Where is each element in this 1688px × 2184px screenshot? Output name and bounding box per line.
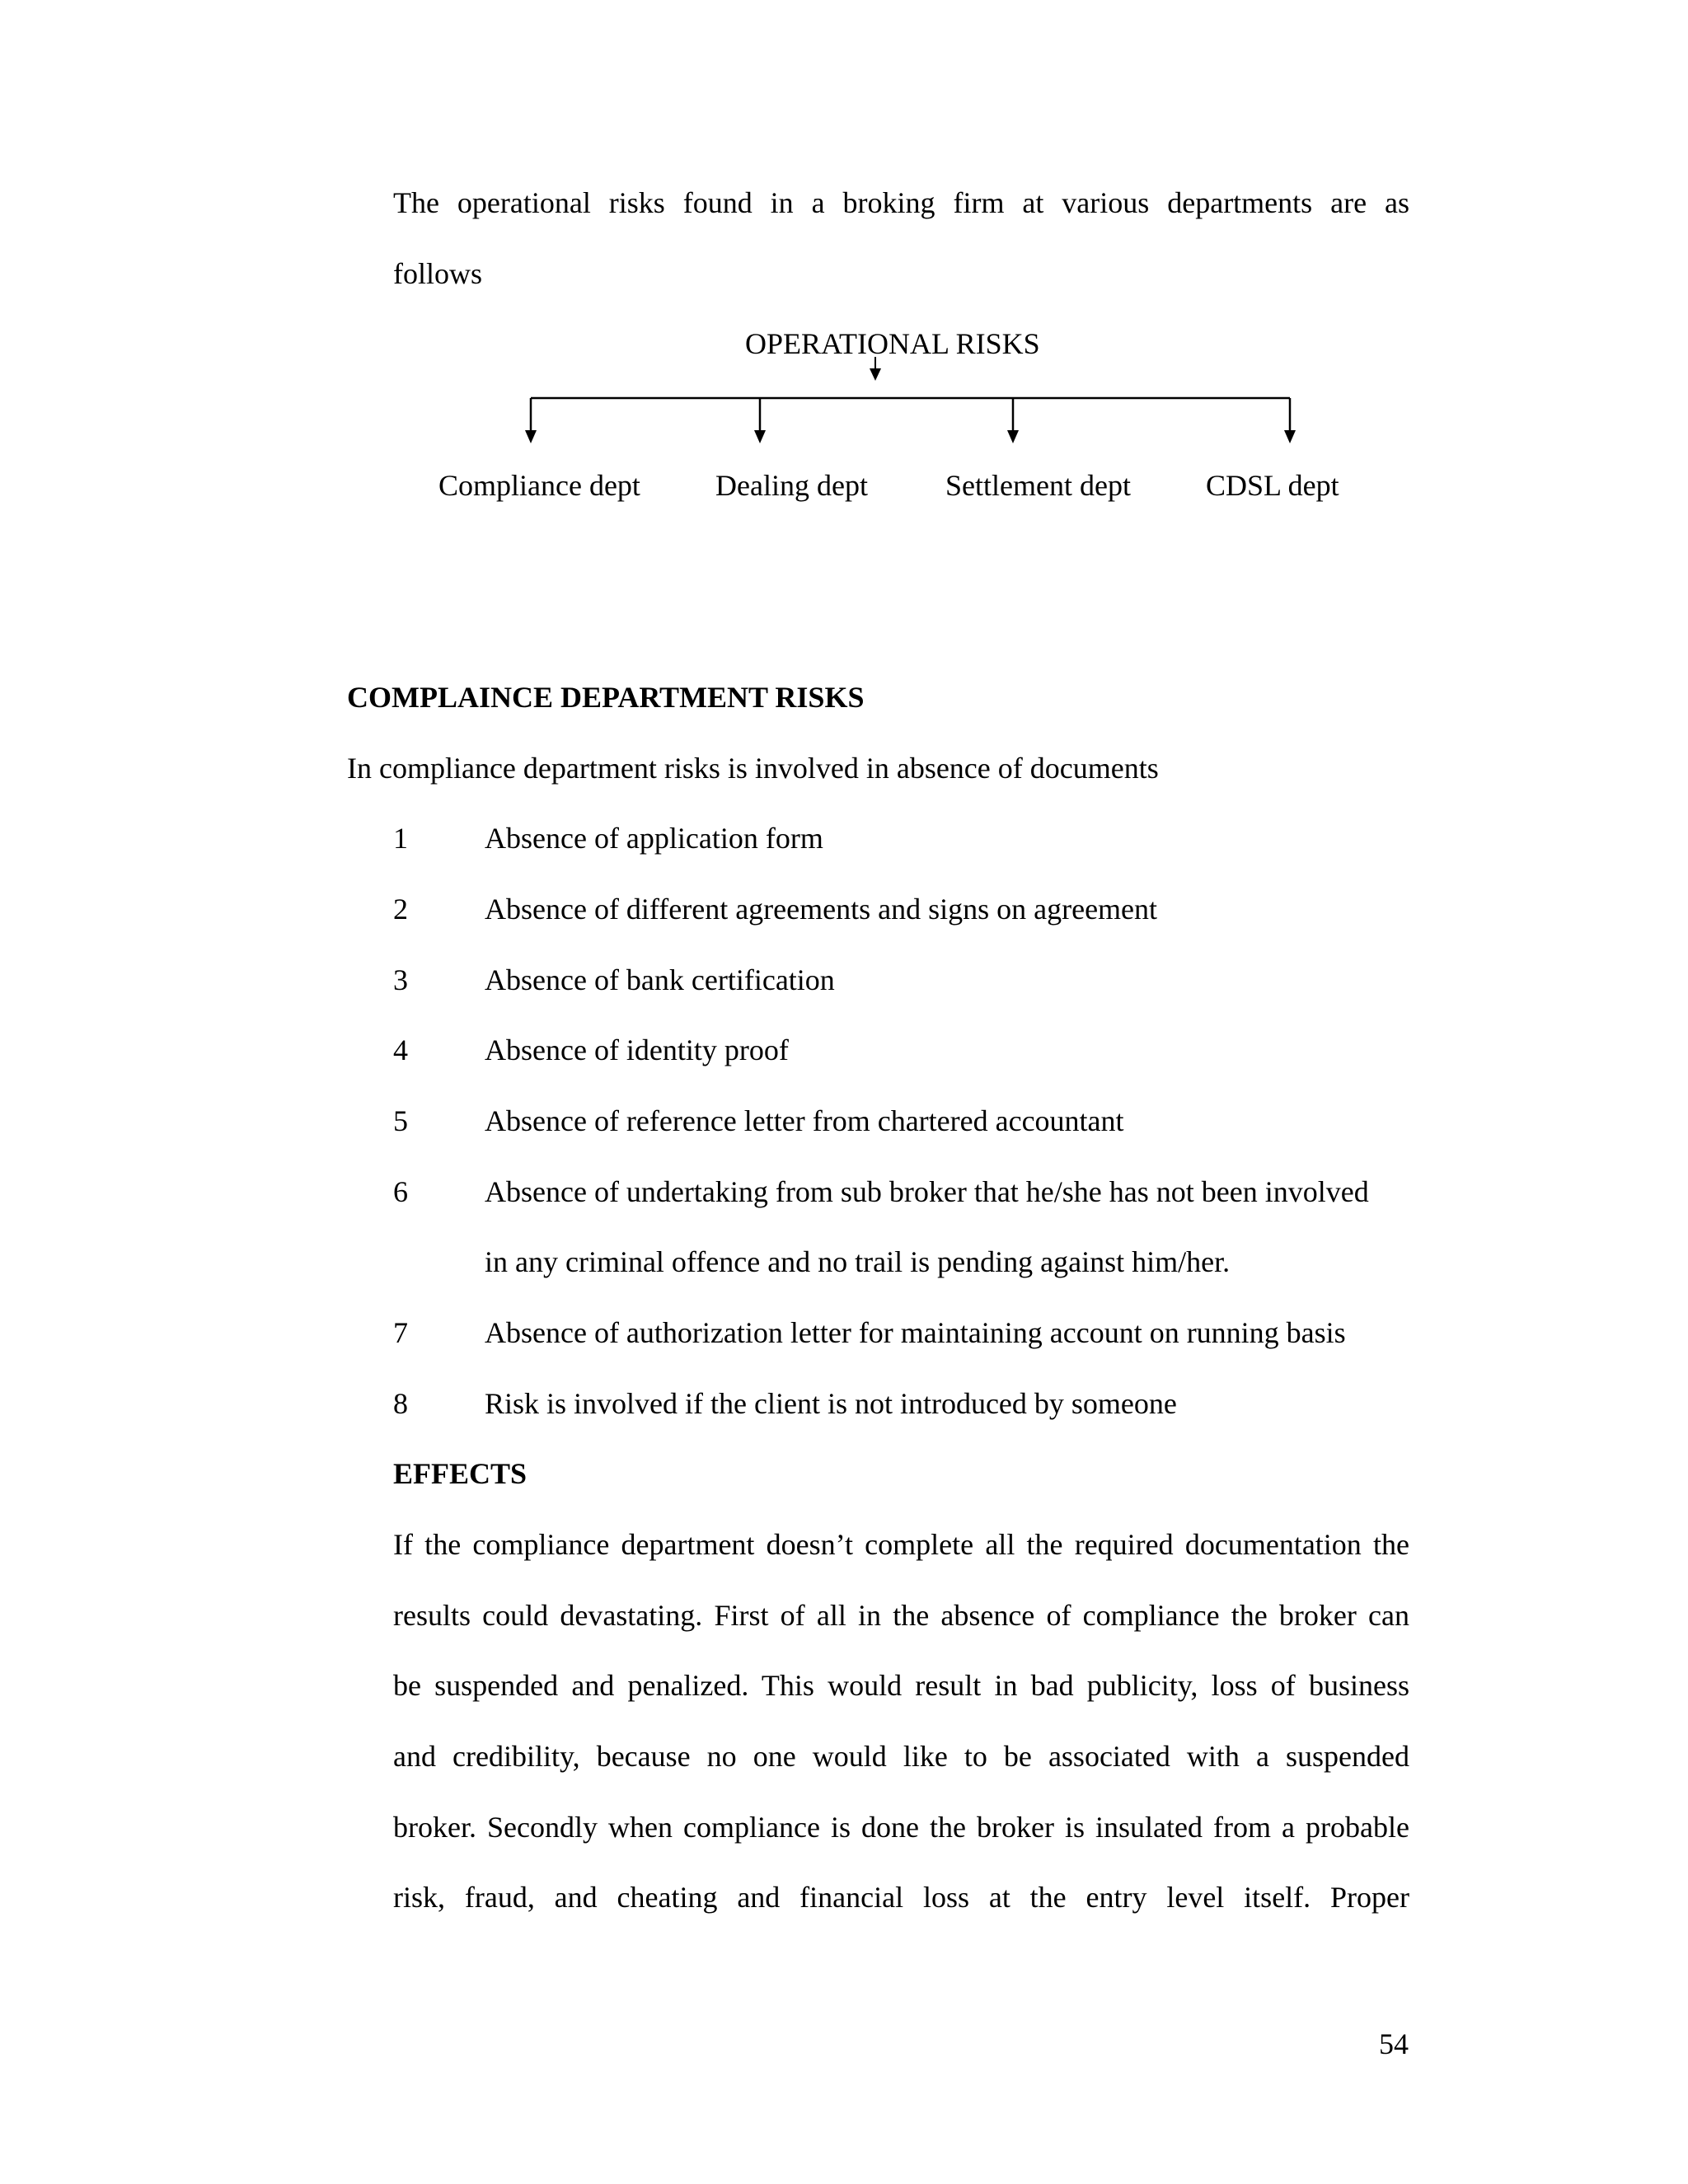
effects-heading: EFFECTS [393, 1457, 528, 1490]
list-item-number: 8 [393, 1387, 408, 1420]
list-item-text: Absence of bank certification [485, 963, 835, 996]
section-intro: In compliance department risks is involved in absence of documents [347, 752, 1159, 785]
list-item-number: 2 [393, 893, 408, 926]
arrowhead-dealing [754, 430, 766, 443]
intro-line-1: The operational risks found in a broking firm at various departments are as [393, 186, 1409, 219]
section-heading: COMPLAINCE DEPARTMENT RISKS [347, 681, 865, 714]
list-item-text: Absence of application form [485, 822, 823, 855]
intro-line-2: follows [393, 257, 482, 290]
list-item-number: 5 [393, 1104, 408, 1137]
diagram-root-label: OPERATIONAL RISKS [745, 327, 1040, 360]
arrowhead-compliance [525, 430, 537, 443]
effects-line: be suspended and penalized. This would result in bad publicity, loss of business [393, 1669, 1409, 1702]
list-item-text: Absence of authorization letter for maintaining account on running basis [485, 1316, 1346, 1349]
list-item-text: Absence of undertaking from sub broker that he/she has not been involved [485, 1175, 1369, 1208]
effects-line: broker. Secondly when compliance is done the broker is insulated from a probable [393, 1811, 1409, 1844]
list-item-text: Absence of different agreements and signs on agreement [485, 893, 1158, 926]
arrowhead-settlement [1007, 430, 1019, 443]
effects-line: If the compliance department doesn’t complete all the required documentation the [393, 1528, 1409, 1561]
diagram-child-compliance: Compliance dept [438, 469, 640, 502]
diagram-child-cdsl: CDSL dept [1206, 469, 1339, 502]
page-number: 54 [1379, 2027, 1409, 2060]
effects-line: and credibility, because no one would like to be associated with a suspended [393, 1740, 1409, 1773]
root-arrowhead [870, 368, 881, 381]
list-item-number: 3 [393, 963, 408, 996]
diagram-child-dealing: Dealing dept [715, 469, 868, 502]
list-item-number: 4 [393, 1033, 408, 1066]
list-item-text: Risk is involved if the client is not introduced by someone [485, 1387, 1177, 1420]
effects-line: results could devastating. First of all in the absence of compliance the broker can [393, 1599, 1409, 1632]
list-item-text-continued: in any criminal offence and no trail is pending against him/her. [485, 1245, 1231, 1278]
effects-line: risk, fraud, and cheating and financial loss at the entry level itself. Proper [393, 1881, 1409, 1914]
list-item-text: Absence of identity proof [485, 1033, 789, 1066]
diagram-child-settlement: Settlement dept [945, 469, 1131, 502]
list-item-number: 1 [393, 822, 408, 855]
list-item-number: 6 [393, 1175, 408, 1208]
arrowhead-cdsl [1284, 430, 1296, 443]
list-item-number: 7 [393, 1316, 408, 1349]
list-item-text: Absence of reference letter from chartered accountant [485, 1104, 1124, 1137]
